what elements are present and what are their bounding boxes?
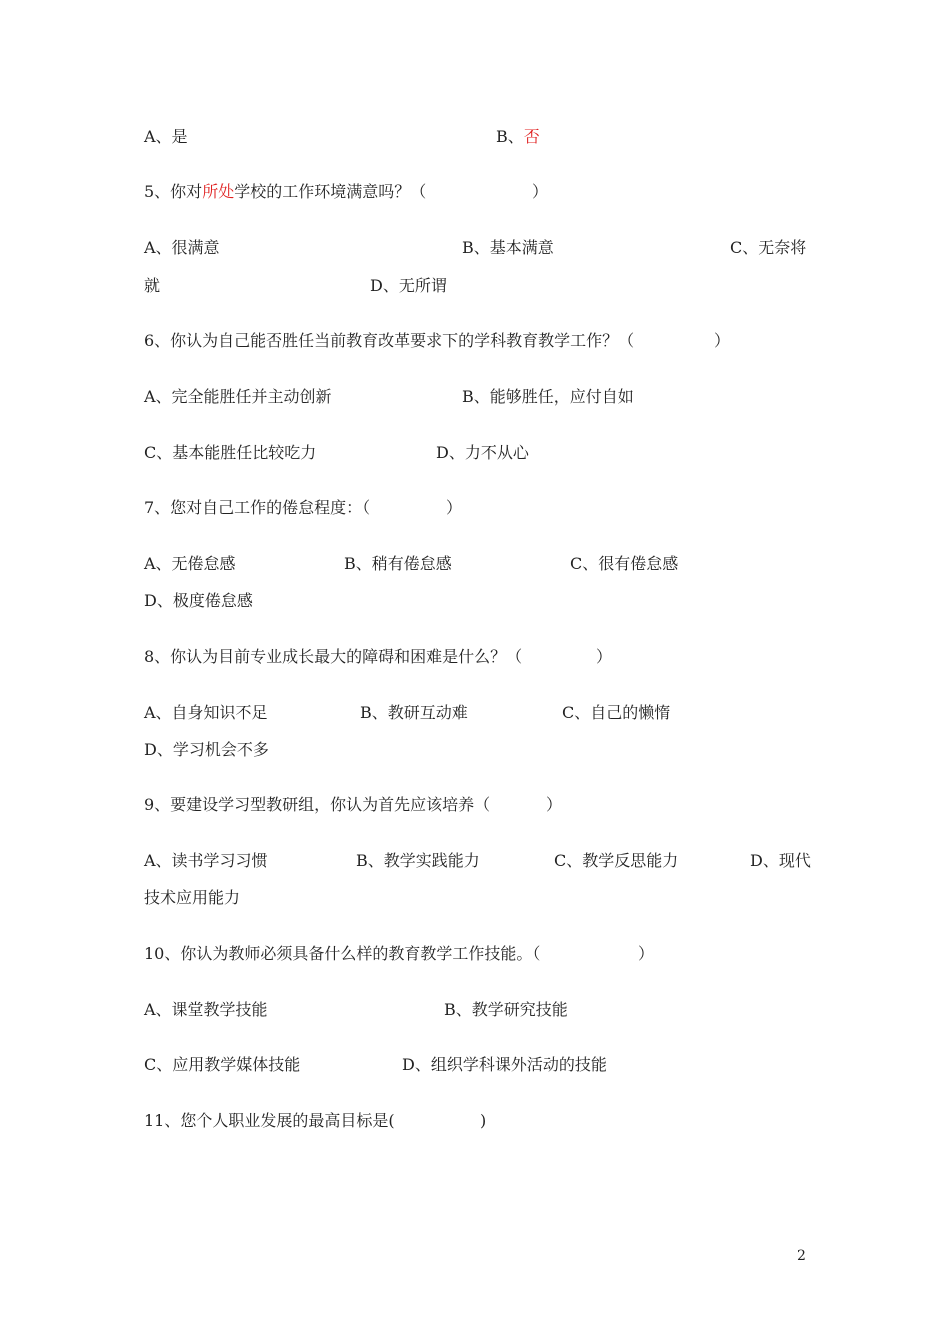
question-8	[144, 647, 613, 667]
option-a: A、课堂教学技能	[144, 1000, 268, 1019]
option-a: A、很满意	[144, 238, 220, 257]
question-8-text: 8、你认为目前专业成长最大的障碍和困难是什么？（	[144, 647, 523, 666]
option-b: B、教学实践能力	[356, 851, 480, 870]
option-b	[496, 127, 540, 147]
question-5-number: 5、你对	[144, 182, 203, 201]
option-b: B、教研互动难	[360, 703, 468, 722]
option-a: A、是	[144, 127, 188, 146]
option-c-wrap: 就	[144, 276, 161, 295]
option-d: D、无所谓	[370, 276, 447, 295]
question-6-text: 6、你认为自己能否胜任当前教育改革要求下的学科教育教学工作？（	[144, 331, 635, 350]
option-a: A、读书学习习惯	[144, 851, 268, 870]
question-5-text: 学校的工作环境满意吗？（	[234, 182, 427, 201]
question-11	[144, 1111, 487, 1131]
option-d-wrap: 技术应用能力	[144, 888, 241, 907]
option-a: A、自身知识不足	[144, 703, 268, 722]
option-b: B、稍有倦怠感	[344, 554, 452, 573]
option-c: C、很有倦怠感	[570, 554, 679, 573]
option-b-prefix: B、	[496, 127, 524, 146]
question-9-close: ）	[546, 795, 563, 814]
option-b: B、教学研究技能	[444, 1000, 568, 1019]
option-a: A、无倦怠感	[144, 554, 236, 573]
option-b-answer: 否	[523, 127, 540, 146]
option-d: D、组织学科课外活动的技能	[402, 1055, 607, 1074]
question-11-text: 11、您个人职业发展的最高目标是(	[144, 1111, 395, 1130]
question-10-text: 10、你认为教师必须具备什么样的教育教学工作技能。（	[144, 944, 541, 963]
option-c: C、基本能胜任比较吃力	[144, 443, 317, 462]
question-5-highlight: 所处	[202, 182, 235, 201]
question-6	[144, 331, 731, 351]
option-b: B、基本满意	[462, 238, 554, 257]
option-c: C、自己的懒惰	[562, 703, 671, 722]
question-10-close: ）	[638, 944, 655, 963]
option-d: D、极度倦怠感	[144, 591, 253, 610]
option-a: A、完全能胜任并主动创新	[144, 387, 332, 406]
question-5-close: ）	[532, 182, 549, 201]
question-10	[144, 944, 655, 964]
page-number: 2	[797, 1248, 806, 1264]
question-5	[144, 182, 549, 202]
question-9	[144, 795, 563, 815]
option-c: C、教学反思能力	[554, 851, 679, 870]
option-b: B、能够胜任，应付自如	[462, 387, 634, 406]
question-9-text: 9、要建设学习型教研组，你认为首先应该培养（	[144, 795, 491, 814]
question-6-close: ）	[714, 331, 731, 350]
question-7-close: ）	[446, 498, 463, 517]
option-d: D、力不从心	[436, 443, 529, 462]
question-7-text: 7、您对自己工作的倦怠程度：（	[144, 498, 371, 517]
option-c: C、无奈将	[730, 238, 807, 257]
question-11-close: )	[480, 1111, 487, 1130]
question-7	[144, 498, 463, 518]
question-8-close: ）	[596, 647, 613, 666]
option-c: C、应用教学媒体技能	[144, 1055, 301, 1074]
option-d: D、现代	[750, 851, 811, 870]
option-d: D、学习机会不多	[144, 740, 269, 759]
